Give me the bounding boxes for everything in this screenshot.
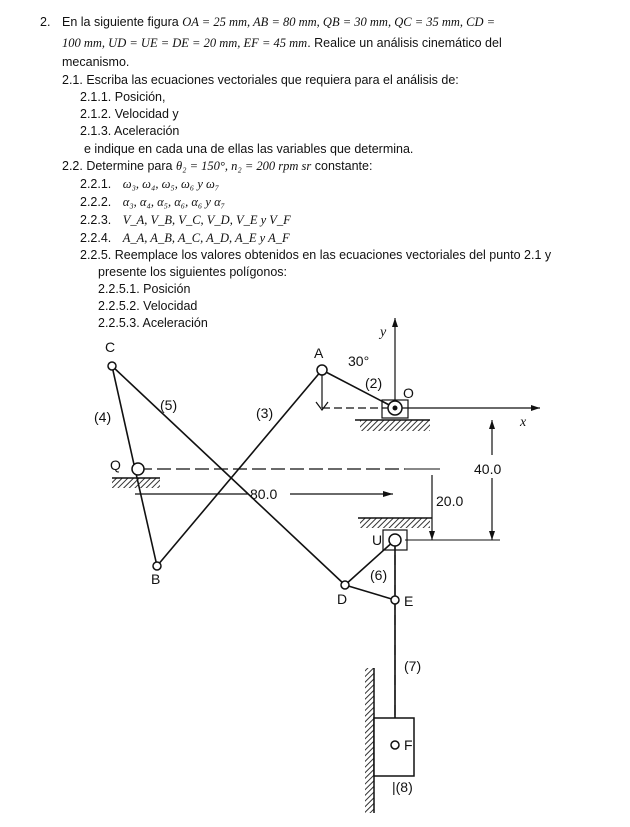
question-2-2-2-label: 2.2.2. <box>80 195 112 209</box>
link-5-label: (5) <box>160 397 178 413</box>
pin-e <box>391 596 399 604</box>
pin-u <box>389 534 401 546</box>
y-axis-arrow-icon <box>392 318 398 327</box>
question-2-2-4-label: 2.2.4. <box>80 231 112 245</box>
dim-20-label: 20.0 <box>436 493 464 509</box>
link-3-ab <box>157 370 322 566</box>
question-2-2-5-cont: presente los siguientes polígonos: <box>98 265 288 279</box>
intro-line-2-end: . Realice un análisis cinemático del <box>307 36 502 50</box>
question-2-1-2: 2.1.2. Velocidad y <box>80 107 179 121</box>
link-8-label: |(8) <box>392 779 413 795</box>
dim-40-label: 40.0 <box>474 461 502 477</box>
ground-hatch-u <box>360 518 430 528</box>
label-b: B <box>151 571 161 587</box>
question-2-2-1-label: 2.2.1. <box>80 177 112 191</box>
ground-hatch-o <box>360 420 430 431</box>
label-e: E <box>404 593 414 609</box>
angle-label: 30° <box>348 353 370 369</box>
dim-80-arrow-icon <box>383 491 393 497</box>
question-2-2-4-math: A_A, A_B, A_C, A_D, A_E y A_F <box>122 231 290 245</box>
pin-d <box>341 581 349 589</box>
question-2-2-1-math: ω₃, ω₄, ω₅, ω₆ y ω₇ <box>122 177 220 191</box>
label-q: Q <box>110 457 121 473</box>
intro-line-1-math: OA = 25 mm, AB = 80 mm, QB = 30 mm, QC = 35 mm, CD = <box>182 15 496 29</box>
question-2-1-1: 2.1.1. Posición, <box>80 90 166 104</box>
question-2-2-5: 2.2.5. Reemplace los valores obtenidos en las ecuaciones vectoriales del punto 2.1 y <box>80 248 552 262</box>
label-y: y <box>380 325 387 340</box>
question-2-2-5-3: 2.2.5.3. Aceleración <box>98 316 208 330</box>
question-2-2-5-1: 2.2.5.1. Posición <box>98 282 191 296</box>
label-d: D <box>337 591 348 607</box>
ground-hatch-q <box>112 478 160 488</box>
question-2-2-3-math: V_A, V_B, V_C, V_D, V_E y V_F <box>122 213 291 227</box>
link-4-label: (4) <box>94 409 112 425</box>
intro-line-3: mecanismo. <box>62 55 130 69</box>
dim-40-arrow-down-icon <box>489 531 495 540</box>
intro-line-1-start: En la siguiente figura <box>62 15 183 29</box>
question-2-2-3-label: 2.2.3. <box>80 213 112 227</box>
dim-80-label: 80.0 <box>250 486 278 502</box>
label-a: A <box>314 345 324 361</box>
pin-q <box>132 463 144 475</box>
question-2-2-math: θ₂ = 150°, n₂ = 200 rpm sr <box>175 159 312 173</box>
question-2-1-note: e indique en cada una de ellas las variables que determina. <box>84 142 414 156</box>
link-3-label: (3) <box>256 405 274 421</box>
ground-hatch-slider <box>365 668 374 813</box>
label-u: U <box>372 532 383 548</box>
pin-o-center <box>393 406 398 411</box>
label-f: F <box>404 737 413 753</box>
link-2-oa <box>322 370 395 408</box>
link-6-label: (6) <box>370 567 388 583</box>
link-5-cd <box>112 366 345 585</box>
question-2-1-3: 2.1.3. Aceleración <box>80 124 180 138</box>
intro-line-2-math: 100 mm, UD = UE = DE = 20 mm, EF = 45 mm <box>62 36 308 50</box>
link-2-label: (2) <box>365 375 383 391</box>
x-axis-arrow-icon <box>531 405 540 411</box>
label-o: O <box>403 385 414 401</box>
problem-number: 2. <box>40 15 51 29</box>
link-6-de <box>345 585 395 600</box>
label-c: C <box>105 339 116 355</box>
pin-b <box>153 562 161 570</box>
question-2-2-start: 2.2. Determine para <box>62 159 176 173</box>
pin-c <box>108 362 116 370</box>
question-2-2-end: constante: <box>311 159 373 173</box>
question-2-2-5-2: 2.2.5.2. Velocidad <box>98 299 198 313</box>
pin-f <box>391 741 399 749</box>
label-x: x <box>520 415 527 430</box>
dim-20-arrow-icon <box>429 531 435 540</box>
dim-40-arrow-up-icon <box>489 420 495 429</box>
question-2-1: 2.1. Escriba las ecuaciones vectoriales que requiera para el análisis de: <box>62 73 459 87</box>
pin-a <box>317 365 327 375</box>
link-7-label: (7) <box>404 658 422 674</box>
link-4-upper <box>112 366 135 469</box>
question-2-2-2-math: α₃, α₄, α₅, α₆, α₆ y α₇ <box>122 195 226 209</box>
